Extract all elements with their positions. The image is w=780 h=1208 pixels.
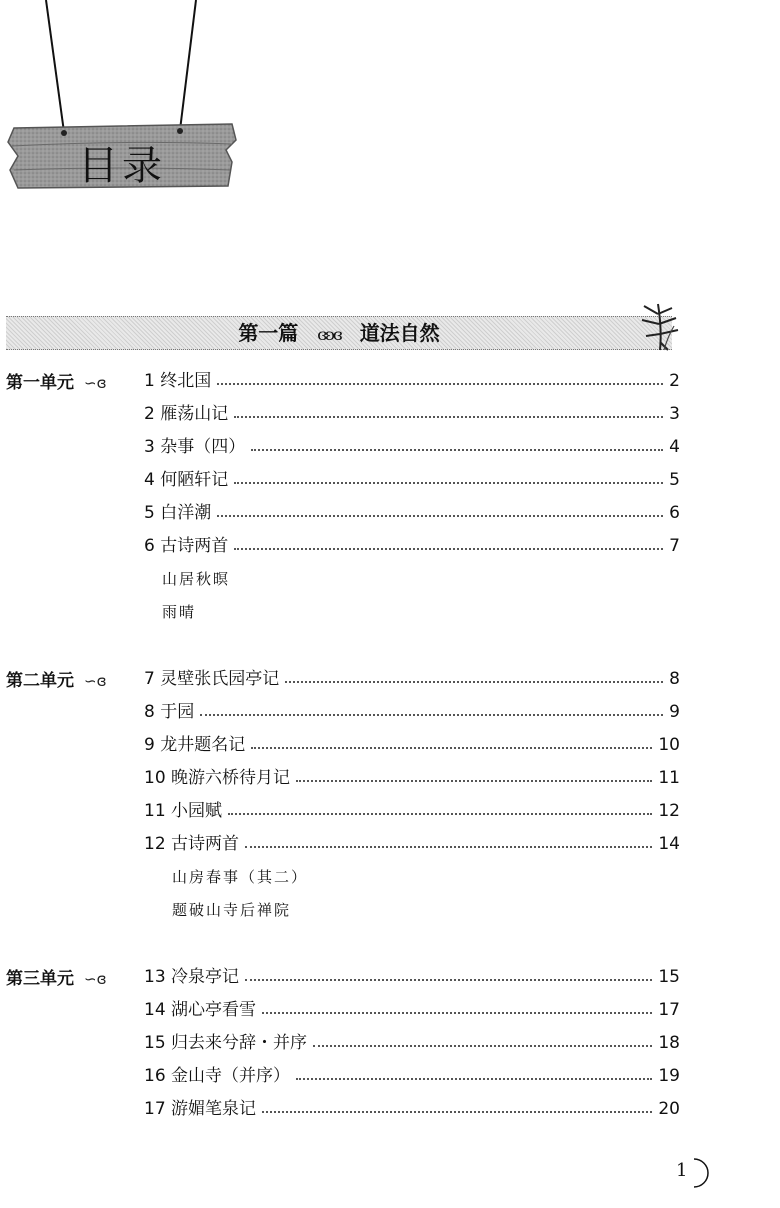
toc-entry-page: 3 (669, 404, 680, 424)
toc-entry-title: 13 冷泉亭记 (144, 967, 240, 987)
toc-entry-title: 2 雁荡山记 (144, 404, 229, 424)
leader-dots (228, 813, 652, 815)
leader-dots (251, 747, 652, 749)
toc-entry[interactable] (144, 431, 680, 457)
leader-dots (285, 681, 663, 683)
toc-entry-title: 11 小园赋 (144, 801, 223, 821)
toc-entry[interactable] (144, 696, 680, 722)
leader-dots (234, 416, 663, 418)
hanging-sign (0, 0, 250, 200)
toc-entry-title: 7 灵壁张氏园亭记 (144, 669, 280, 689)
toc-entry-page: 5 (669, 470, 680, 490)
leader-dots (296, 780, 652, 782)
leader-dots (262, 1111, 652, 1113)
unit-label-text: 第三单元 (6, 969, 74, 989)
toc-entry[interactable] (144, 795, 680, 821)
toc-entry-page: 10 (658, 735, 680, 755)
unit-label-2 (6, 666, 107, 691)
toc-entry-title: 5 白洋潮 (144, 503, 212, 523)
leader-dots (217, 383, 663, 385)
toc-entry-title: 10 晚游六桥待月记 (144, 768, 291, 788)
section-title (6, 317, 672, 349)
toc-entry[interactable] (144, 1060, 680, 1086)
toc-entry-page: 14 (658, 834, 680, 854)
toc-entry-title: 3 杂事（四） (144, 437, 246, 457)
leader-dots (251, 449, 663, 451)
toc-entry-title: 6 古诗两首 (144, 536, 229, 556)
toc-entry-title: 16 金山寺（并序） (144, 1066, 291, 1086)
section-banner (6, 316, 672, 350)
toc-entry[interactable] (144, 961, 680, 987)
toc-entry[interactable] (144, 497, 680, 523)
toc-sub-entry[interactable]: 雨晴 (162, 603, 197, 621)
toc-entry-page: 15 (658, 967, 680, 987)
toc-entry-page: 7 (669, 536, 680, 556)
toc-entry[interactable] (144, 1027, 680, 1053)
swirl-icon: ∽ɞ (84, 970, 107, 988)
toc-entry[interactable] (144, 663, 680, 689)
leader-dots (234, 482, 663, 484)
toc-entry-page: 4 (669, 437, 680, 457)
bamboo-icon (638, 300, 682, 352)
toc-entry-title: 9 龙井题名记 (144, 735, 246, 755)
toc-entry-page: 18 (658, 1033, 680, 1053)
toc-entry-title: 17 游媚笔泉记 (144, 1099, 257, 1119)
toc-entry[interactable] (144, 530, 680, 556)
toc-entry-page: 12 (658, 801, 680, 821)
leader-dots (217, 515, 663, 517)
toc-entry[interactable] (144, 994, 680, 1020)
toc-entry-page: 11 (658, 768, 680, 788)
leader-dots (200, 714, 663, 716)
toc-entry-page: 20 (658, 1099, 680, 1119)
toc-entry-title: 8 于园 (144, 702, 195, 722)
unit-label-text: 第一单元 (6, 373, 74, 393)
toc-entry-page: 8 (669, 669, 680, 689)
page-number-arc-icon (684, 1156, 712, 1190)
swirl-icon: ∽ɞ (84, 672, 107, 690)
toc-entry-page: 2 (669, 371, 680, 391)
toc-entry[interactable] (144, 1093, 680, 1119)
section-title-left: 第一篇 (238, 321, 299, 345)
leader-dots (245, 846, 652, 848)
toc-entry[interactable] (144, 464, 680, 490)
leader-dots (313, 1045, 652, 1047)
toc-entry-page: 17 (658, 1000, 680, 1020)
toc-entry[interactable] (144, 398, 680, 424)
swirl-icon: ∽ɞ (84, 374, 107, 392)
toc-entry-title: 1 终北国 (144, 371, 212, 391)
toc-entry-title: 14 湖心亭看雪 (144, 1000, 257, 1020)
toc-sub-entry[interactable]: 山居秋暝 (162, 570, 231, 588)
toc-entry[interactable] (144, 762, 680, 788)
section-ornament: ɞʚɞ (317, 325, 341, 344)
toc-entry[interactable] (144, 828, 680, 854)
toc-entry-page: 6 (669, 503, 680, 523)
toc-entry-page: 19 (658, 1066, 680, 1086)
page-number: 1 (676, 1160, 688, 1181)
leader-dots (296, 1078, 652, 1080)
leader-dots (234, 548, 663, 550)
toc-entry-title: 15 归去来兮辞・并序 (144, 1033, 308, 1053)
toc-entry[interactable] (144, 729, 680, 755)
unit-label-3 (6, 964, 107, 989)
unit-label-text: 第二单元 (6, 671, 74, 691)
toc-entry-page: 9 (669, 702, 680, 722)
unit-label-1 (6, 368, 107, 393)
leader-dots (262, 1012, 652, 1014)
toc-entry-title: 12 古诗两首 (144, 834, 240, 854)
leader-dots (245, 979, 652, 981)
toc-entry[interactable] (144, 365, 680, 391)
toc-entry-title: 4 何陋轩记 (144, 470, 229, 490)
toc-sub-entry[interactable]: 题破山寺后禅院 (172, 901, 292, 919)
section-title-right: 道法自然 (359, 321, 440, 345)
page-title: 目录 (78, 143, 166, 189)
toc-sub-entry[interactable]: 山房春事（其二） (172, 868, 309, 886)
